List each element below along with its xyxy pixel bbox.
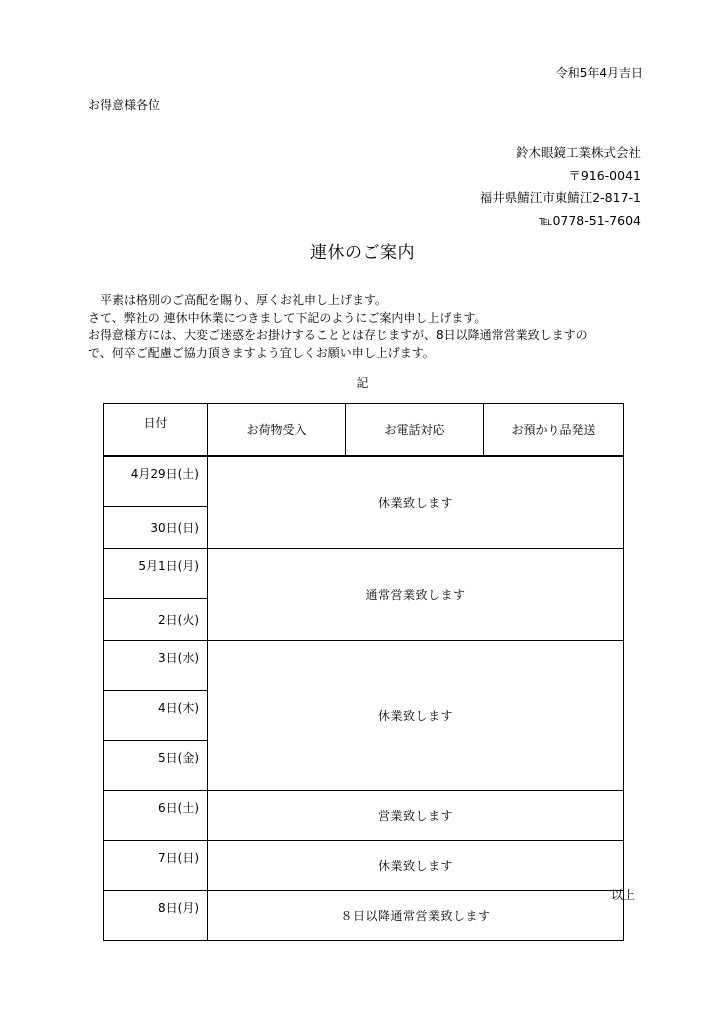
header-date: 日付 (104, 404, 208, 457)
sender-postal: 〒916-0041 (568, 167, 641, 183)
status-cell: 休業致します (208, 641, 624, 791)
date-cell: 3日(水) (104, 641, 208, 691)
date-cell: 4日(木) (104, 691, 208, 741)
table-row (104, 456, 624, 507)
ki-heading: 記 (356, 376, 369, 390)
header-item-shipping: お預かり品発送 (484, 404, 624, 457)
sender-tel: ℡0778-51-7604 (539, 212, 641, 228)
sender-company: 鈴木眼鏡工業株式会社 (515, 145, 641, 160)
sender-block (480, 142, 641, 232)
date-cell: 4月29日(土) (104, 456, 208, 507)
date-cell: 7日(日) (104, 841, 208, 891)
sender-address: 福井県鯖江市東鯖江2-817-1 (479, 190, 641, 205)
recipient: お得意様各位 (88, 98, 161, 112)
date-cell: 5月1日(月) (104, 549, 208, 599)
table-row (104, 891, 624, 941)
table-header-row (104, 404, 624, 457)
status-cell: 休業致します (208, 841, 624, 891)
status-cell: 休業致します (208, 456, 624, 549)
status-cell: ８日以降通常営業致します (208, 891, 624, 941)
body-line-3: お得意様方には、大変ご迷惑をお掛けすることとは存じますが、8日以降通常営業致しますの (88, 328, 588, 342)
date-cell: 30日(日) (104, 507, 208, 549)
date-cell: 2日(火) (104, 599, 208, 641)
body-line-4: で、何卒ご配慮ご協力頂きますよう宜しくお願い申し上げます。 (88, 345, 435, 360)
header-parcel-receiving: お荷物受入 (208, 404, 346, 457)
table-row (104, 841, 624, 891)
table-row (104, 791, 624, 841)
document-title: 連休のご案内 (310, 243, 415, 263)
status-cell: 通常営業致します (208, 549, 624, 641)
table-row (104, 549, 624, 599)
schedule-table (103, 403, 624, 941)
body-line-1: 平素は格別のご高配を賜り、厚くお礼申し上げます。 (88, 293, 388, 307)
document-date: 令和5年4月吉日 (555, 66, 643, 80)
header-phone-support: お電話対応 (346, 404, 484, 457)
body-line-2: さて、弊社の 連休中休業につきまして下記のようにご案内申し上げます。 (88, 310, 487, 325)
body-text (88, 292, 588, 362)
date-cell: 6日(土) (104, 791, 208, 841)
table-row (104, 641, 624, 691)
date-cell: 5日(金) (104, 741, 208, 791)
status-cell: 営業致します (208, 791, 624, 841)
date-cell: 8日(月) (104, 891, 208, 941)
closing-text: 以上 (610, 888, 635, 902)
